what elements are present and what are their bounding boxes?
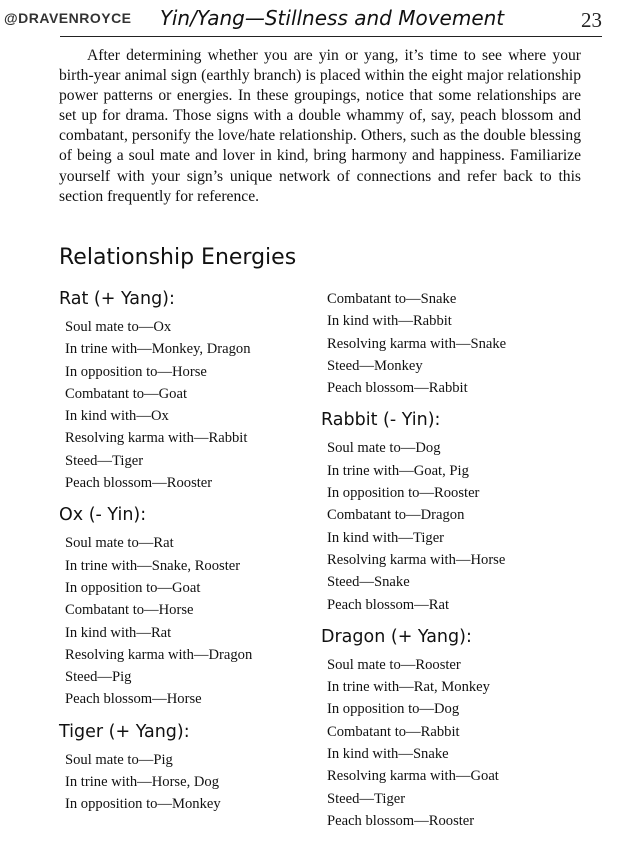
list-item: Resolving karma with—Goat [327,768,499,785]
sign-block-dragon [321,624,591,832]
list-item: Peach blossom—Rabbit [327,380,468,397]
list-item: In opposition to—Dog [327,701,460,718]
list-item: In kind with—Ox [65,408,169,425]
list-item: In trine with—Rat, Monkey [327,679,490,696]
list-item: In trine with—Horse, Dog [65,774,220,791]
sign-heading-dragon: Dragon (+ Yang): [321,626,472,647]
list-item: In kind with—Rat [65,624,172,641]
list-item: Resolving karma with—Rabbit [65,430,248,447]
sign-block-ox [59,502,319,710]
intro-paragraph: After determining whether you are yin or yang, it’s time to see where your birth-year animal sign (earthly branch) is placed within the eight major relationship power patterns or energies. In these groupings, notice that some relationships are set up for drama. Those signs with a double whammy of, say, peach blossom and combatant, personify the love/hate relationship. Others, such as the double blessing of being a soul mate and lover in kind, bring harmony and happiness. Familiarize yourself with your sign’s unique network of connections and refer back to this section frequently for reference. [59,47,581,205]
list-item: In opposition to—Rooster [327,485,480,502]
list-item: In trine with—Snake, Rooster [65,557,241,574]
list-item: In trine with—Goat, Pig [327,462,469,479]
sign-block-tiger [59,719,319,816]
relationship-list-ox [59,532,319,710]
list-item: Steed—Monkey [327,357,423,374]
list-item: Peach blossom—Horse [65,691,202,708]
left-column [59,286,319,824]
list-item: In opposition to—Goat [65,579,201,596]
list-item: Combatant to—Dragon [327,507,465,524]
relationship-list-rabbit [321,437,591,615]
page-number: 23 [581,8,602,32]
sign-block-rabbit [321,407,591,615]
list-item: In kind with—Snake [327,746,449,763]
section-title: Relationship Energies [59,245,297,270]
list-item: In trine with—Monkey, Dragon [65,341,251,358]
list-item: Peach blossom—Rooster [65,475,213,492]
list-item: In kind with—Tiger [327,529,445,546]
list-item: Resolving karma with—Snake [327,335,507,352]
list-item: Steed—Snake [327,574,410,591]
sign-heading-rat: Rat (+ Yang): [59,289,175,309]
list-item: In kind with—Rabbit [327,313,452,330]
sign-heading-tiger: Tiger (+ Yang): [59,721,190,742]
list-item: Combatant to—Rabbit [327,723,460,740]
list-item: Peach blossom—Rat [327,596,450,613]
list-item: Soul mate to—Dog [327,440,441,457]
list-item: Resolving karma with—Horse [327,551,506,568]
right-column [321,288,591,840]
list-item: Combatant to—Horse [65,602,194,619]
list-item: In opposition to—Monkey [65,796,221,813]
list-item: Combatant to—Snake [327,291,457,307]
list-item: Soul mate to—Rooster [327,656,461,673]
relationship-list-tiger [59,749,319,816]
sign-heading-rabbit: Rabbit (- Yin): [321,410,441,431]
list-item: Steed—Tiger [65,452,144,469]
header-rule [60,36,602,37]
relationship-list-rat [59,316,319,494]
list-item: Steed—Tiger [327,790,406,807]
list-item: Soul mate to—Pig [65,751,173,768]
relationship-list-dragon [321,654,591,832]
list-item: In opposition to—Horse [65,363,207,380]
running-head: Yin/Yang—Stillness and Movement [160,6,505,30]
list-item: Soul mate to—Ox [65,319,172,335]
list-item: Combatant to—Goat [65,385,188,402]
relationship-list-tiger-continued [321,288,591,399]
list-item: Resolving karma with—Dragon [65,646,253,663]
list-item: Soul mate to—Rat [65,535,174,552]
sign-block-rat [59,286,319,494]
watermark: @DRAVENROYCE [4,10,132,26]
list-item: Steed—Pig [65,669,132,686]
list-item: Peach blossom—Rooster [327,812,475,829]
sign-heading-ox: Ox (- Yin): [59,505,147,526]
